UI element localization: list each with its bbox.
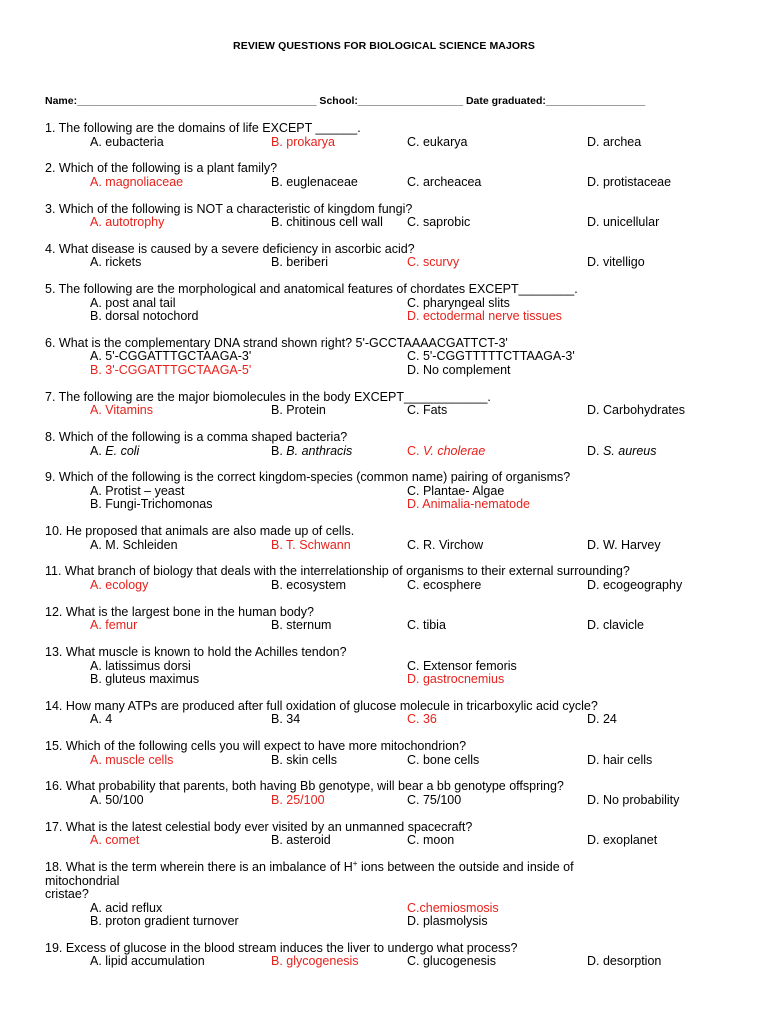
answer-options <box>90 754 725 768</box>
answer-option <box>90 445 271 459</box>
option-label: B. Fungi-Trichomonas <box>90 497 213 512</box>
answer-option <box>587 754 727 768</box>
answer-option <box>90 310 407 324</box>
answer-options <box>90 176 725 190</box>
option-label: A. eubacteria <box>90 134 164 149</box>
answer-option <box>587 619 727 633</box>
question-stem: 7. The following are the major biomolecules in the body EXCEPT____________. <box>45 389 491 404</box>
answer-options <box>90 485 725 512</box>
answer-option <box>407 660 727 674</box>
option-label: D. W. Harvey <box>587 537 661 552</box>
option-label: C. tibia <box>407 618 446 633</box>
question-stem: 18. What is the term wherein there is an imbalance of H <box>45 860 353 875</box>
answer-options <box>90 834 725 848</box>
answer-option-correct <box>407 673 727 687</box>
question-spacer <box>45 270 725 283</box>
question-1 <box>45 122 725 162</box>
question-text <box>45 700 725 714</box>
answer-options <box>90 794 725 808</box>
answer-option <box>407 485 727 499</box>
question-spacer <box>45 592 725 605</box>
answer-option-correct <box>90 619 271 633</box>
option-label: D. hair cells <box>587 752 653 767</box>
question-text <box>45 740 725 754</box>
question-stem: 9. Which of the following is the correct kingdom-species (common name) pairing of organisms? <box>45 470 571 485</box>
option-label: C. R. Virchow <box>407 537 484 552</box>
question-15 <box>45 740 725 780</box>
answer-option-correct <box>90 834 271 848</box>
option-label: C. ecosphere <box>407 577 482 592</box>
option-label: B. euglenaceae <box>271 174 358 189</box>
option-label: B. 34 <box>271 712 301 727</box>
answer-option <box>407 176 587 190</box>
option-label: C.chemiosmosis <box>407 900 499 915</box>
question-stem: 16. What probability that parents, both having Bb genotype, will bear a bb genotype offspring? <box>45 779 564 794</box>
option-label: B. proton gradient turnover <box>90 914 239 929</box>
option-label: B. gluteus maximus <box>90 672 200 687</box>
answer-option <box>271 579 407 593</box>
option-label: A. post anal tail <box>90 295 176 310</box>
answer-option-correct <box>90 364 407 378</box>
answer-option-correct <box>271 794 407 808</box>
question-8 <box>45 431 725 471</box>
answer-option <box>587 955 727 969</box>
question-stem: 2. Which of the following is a plant family? <box>45 161 278 176</box>
student-info-line: Name:_________________________________________ School:__________________ Date graduated:_________________ <box>45 95 646 107</box>
answer-option <box>407 350 727 364</box>
question-text <box>45 283 725 297</box>
answer-option <box>90 350 407 364</box>
question-text <box>45 606 725 620</box>
option-label: D. desorption <box>587 954 662 969</box>
question-2 <box>45 162 725 202</box>
option-label: C. saprobic <box>407 215 471 230</box>
option-label: A. 50/100 <box>90 792 144 807</box>
answer-option <box>587 256 727 270</box>
answer-option <box>90 297 407 311</box>
answer-options <box>90 136 725 150</box>
option-label: A. <box>90 443 106 458</box>
question-stem: 11. What branch of biology that deals with the interrelationship of organisms to their external surrounding? <box>45 564 630 579</box>
question-text <box>45 942 725 956</box>
question-stem: 15. Which of the following cells you will expect to have more mitochondrion? <box>45 739 467 754</box>
question-18 <box>45 858 725 942</box>
question-spacer <box>45 324 725 337</box>
answer-option <box>90 660 407 674</box>
answer-option <box>271 754 407 768</box>
answer-option <box>407 136 587 150</box>
option-label: B. Protein <box>271 403 326 418</box>
question-spacer <box>45 418 725 431</box>
answer-option-correct <box>90 404 271 418</box>
question-12 <box>45 606 725 646</box>
answer-options <box>90 539 725 553</box>
question-text-line: mitochondrial <box>45 873 120 888</box>
option-label: C. 36 <box>407 712 437 727</box>
answer-option <box>271 445 407 459</box>
option-label: D. No complement <box>407 362 511 377</box>
question-stem: 8. Which of the following is a comma shaped bacteria? <box>45 430 348 445</box>
option-label: D. No probability <box>587 792 680 807</box>
option-label: A. 5'-CGGATTTGCTAAGA-3' <box>90 349 252 364</box>
answer-option <box>587 445 727 459</box>
answer-option-correct <box>407 498 727 512</box>
option-label: D. exoplanet <box>587 833 658 848</box>
answer-options <box>90 216 725 230</box>
option-label: C. glucogenesis <box>407 954 496 969</box>
answer-option <box>587 794 727 808</box>
answer-option <box>271 216 407 230</box>
question-text <box>45 646 725 660</box>
answer-option-correct <box>407 256 587 270</box>
question-stem: 4. What disease is caused by a severe deficiency in ascorbic acid? <box>45 241 415 256</box>
question-text <box>45 471 725 485</box>
answer-option-correct <box>90 216 271 230</box>
question-text <box>45 565 725 579</box>
option-label: D. ectodermal nerve tissues <box>407 309 562 324</box>
option-label: D. Animalia-nematode <box>407 497 530 512</box>
option-label: B. 25/100 <box>271 792 325 807</box>
option-label: A. latissimus dorsi <box>90 658 191 673</box>
question-spacer <box>45 189 725 202</box>
question-7 <box>45 391 725 431</box>
option-label: A. Vitamins <box>90 403 153 418</box>
answer-option <box>90 256 271 270</box>
option-label: C. eukarya <box>407 134 468 149</box>
answer-option <box>587 176 727 190</box>
answer-option <box>90 902 407 916</box>
answer-option <box>587 579 727 593</box>
option-label: C. Extensor femoris <box>407 658 517 673</box>
option-label: B. T. Schwann <box>271 537 351 552</box>
question-spacer <box>45 512 725 525</box>
answer-options <box>90 350 725 377</box>
question-spacer <box>45 149 725 162</box>
question-spacer <box>45 807 725 820</box>
question-stem: 14. How many ATPs are produced after full oxidation of glucose molecule in tricarboxylic acid cycle? <box>45 698 598 713</box>
option-label: D. vitelligo <box>587 255 645 270</box>
answer-option <box>587 713 727 727</box>
question-stem: 3. Which of the following is NOT a characteristic of kingdom fungi? <box>45 201 413 216</box>
question-stem: 6. What is the complementary DNA strand shown right? 5'-GCCTAAAACGATTCT-3' <box>45 335 508 350</box>
option-label: A. muscle cells <box>90 752 174 767</box>
answer-option-correct <box>407 713 587 727</box>
option-label: C. Fats <box>407 403 448 418</box>
option-italic-name: V. cholerae <box>422 443 486 458</box>
question-spacer <box>45 377 725 390</box>
option-italic-name: B. anthracis <box>286 443 353 458</box>
option-label: B. ecosystem <box>271 577 347 592</box>
question-4 <box>45 243 725 283</box>
question-spacer <box>45 458 725 471</box>
option-label: A. femur <box>90 618 138 633</box>
question-stem: 1. The following are the domains of life EXCEPT ______. <box>45 121 361 135</box>
answer-options <box>90 579 725 593</box>
option-label: A. lipid accumulation <box>90 954 205 969</box>
answer-option <box>271 713 407 727</box>
answer-option <box>90 485 407 499</box>
option-label: C. moon <box>407 833 455 848</box>
answer-option <box>271 176 407 190</box>
option-label: D. gastrocnemius <box>407 672 505 687</box>
page-title: REVIEW QUESTIONS FOR BIOLOGICAL SCIENCE MAJORS <box>233 40 535 52</box>
option-label: D. archea <box>587 134 642 149</box>
question-text-line: cristae? <box>45 887 89 902</box>
question-spacer <box>45 552 725 565</box>
answer-option <box>407 955 587 969</box>
question-text <box>45 337 725 351</box>
question-11 <box>45 565 725 605</box>
answer-option <box>271 834 407 848</box>
answer-options <box>90 256 725 270</box>
answer-option <box>90 539 271 553</box>
question-spacer <box>45 633 725 646</box>
answer-option <box>90 673 407 687</box>
answer-option <box>407 404 587 418</box>
question-5 <box>45 283 725 337</box>
answer-option-correct <box>407 445 587 459</box>
answer-options <box>90 619 725 633</box>
question-text <box>45 203 725 217</box>
answer-option-correct <box>271 955 407 969</box>
option-label: D. <box>587 443 603 458</box>
question-9 <box>45 471 725 525</box>
option-label: A. magnoliaceae <box>90 174 184 189</box>
option-label: D. plasmolysis <box>407 914 488 929</box>
question-stem: 13. What muscle is known to hold the Achilles tendon? <box>45 645 347 660</box>
answer-option <box>90 955 271 969</box>
answer-option <box>90 713 271 727</box>
answer-options <box>90 660 725 687</box>
option-label: C. pharyngeal slits <box>407 295 510 310</box>
question-text <box>45 821 725 835</box>
answer-option <box>90 794 271 808</box>
question-spacer <box>45 929 725 942</box>
question-text <box>45 122 725 136</box>
option-label: C. scurvy <box>407 255 460 270</box>
option-label: B. chitinous cell wall <box>271 215 383 230</box>
answer-options <box>90 713 725 727</box>
option-label: A. Protist – yeast <box>90 483 185 498</box>
answer-option-correct <box>90 754 271 768</box>
option-label: A. M. Schleiden <box>90 537 178 552</box>
question-13 <box>45 646 725 700</box>
question-spacer <box>45 230 725 243</box>
option-label: C. <box>407 443 423 458</box>
question-text <box>45 780 725 794</box>
question-6 <box>45 337 725 391</box>
option-italic-name: S. aureus <box>602 443 657 458</box>
answer-option <box>407 579 587 593</box>
option-label: B. skin cells <box>271 752 337 767</box>
answer-option-correct <box>271 539 407 553</box>
question-14 <box>45 700 725 740</box>
option-label: A. 4 <box>90 712 113 727</box>
answer-option <box>587 404 727 418</box>
answer-option <box>587 539 727 553</box>
answer-option <box>587 834 727 848</box>
answer-option-correct <box>90 579 271 593</box>
answer-option <box>90 498 407 512</box>
answer-options <box>90 902 725 929</box>
answer-option <box>407 794 587 808</box>
answer-option <box>90 136 271 150</box>
answer-option <box>407 834 587 848</box>
question-spacer <box>45 687 725 700</box>
option-label: A. comet <box>90 833 140 848</box>
question-19 <box>45 942 725 969</box>
question-stem: 17. What is the latest celestial body ever visited by an unmanned spacecraft? <box>45 819 473 834</box>
option-label: B. asteroid <box>271 833 331 848</box>
question-text <box>45 858 725 875</box>
answer-option-correct <box>271 136 407 150</box>
question-text <box>45 162 725 176</box>
option-label: B. beriberi <box>271 255 328 270</box>
option-label: A. ecology <box>90 577 149 592</box>
option-label: B. sternum <box>271 618 332 633</box>
answer-option <box>407 619 587 633</box>
question-stem: 12. What is the largest bone in the human body? <box>45 604 314 619</box>
question-3 <box>45 203 725 243</box>
answer-option <box>407 915 727 929</box>
answer-option-correct <box>407 310 727 324</box>
answer-option <box>407 364 727 378</box>
question-text <box>45 243 725 257</box>
option-label: C. 5'-CGGTTTTTCTTAAGA-3' <box>407 349 575 364</box>
answer-options <box>90 955 725 969</box>
option-label: D. unicellular <box>587 215 660 230</box>
option-label: C. Plantae- Algae <box>407 483 505 498</box>
option-label: D. 24 <box>587 712 617 727</box>
question-text <box>45 431 725 445</box>
option-label: B. glycogenesis <box>271 954 359 969</box>
question-text <box>45 525 725 539</box>
question-stem: 5. The following are the morphological and anatomical features of chordates EXCEPT________. <box>45 282 578 297</box>
question-17 <box>45 821 725 861</box>
question-text <box>45 391 725 405</box>
question-stem: 10. He proposed that animals are also made up of cells. <box>45 524 355 539</box>
option-italic-name: E. coli <box>105 443 140 458</box>
option-label: D. protistaceae <box>587 174 672 189</box>
option-label: B. <box>271 443 287 458</box>
option-label: A. acid reflux <box>90 900 163 915</box>
answer-option <box>587 216 727 230</box>
option-label: B. dorsal notochord <box>90 309 199 324</box>
option-label: B. 3'-CGGATTTGCTAAGA-5' <box>90 362 252 377</box>
answer-option <box>90 915 407 929</box>
question-stem-continued: ions between the outside and inside of <box>357 860 574 875</box>
superscript: + <box>352 858 358 868</box>
question-list <box>45 122 725 969</box>
option-label: A. autotrophy <box>90 215 165 230</box>
option-label: B. prokarya <box>271 134 335 149</box>
answer-option-correct <box>407 902 727 916</box>
option-label: D. clavicle <box>587 618 644 633</box>
question-10 <box>45 525 725 565</box>
answer-options <box>90 445 725 459</box>
answer-option <box>407 539 587 553</box>
answer-option-correct <box>90 176 271 190</box>
answer-option <box>407 297 727 311</box>
question-stem: 19. Excess of glucose in the blood stream induces the liver to undergo what process? <box>45 940 518 955</box>
option-label: C. 75/100 <box>407 792 462 807</box>
option-label: C. bone cells <box>407 752 480 767</box>
question-16 <box>45 780 725 820</box>
answer-option <box>271 619 407 633</box>
answer-option <box>407 754 587 768</box>
answer-options <box>90 297 725 324</box>
option-label: A. rickets <box>90 255 142 270</box>
answer-option <box>271 404 407 418</box>
option-label: D. ecogeography <box>587 577 683 592</box>
option-label: C. archeacea <box>407 174 482 189</box>
option-label: D. Carbohydrates <box>587 403 685 418</box>
answer-option <box>407 216 587 230</box>
question-spacer <box>45 767 725 780</box>
answer-option <box>587 136 727 150</box>
answer-options <box>90 404 725 418</box>
question-spacer <box>45 727 725 740</box>
answer-option <box>271 256 407 270</box>
